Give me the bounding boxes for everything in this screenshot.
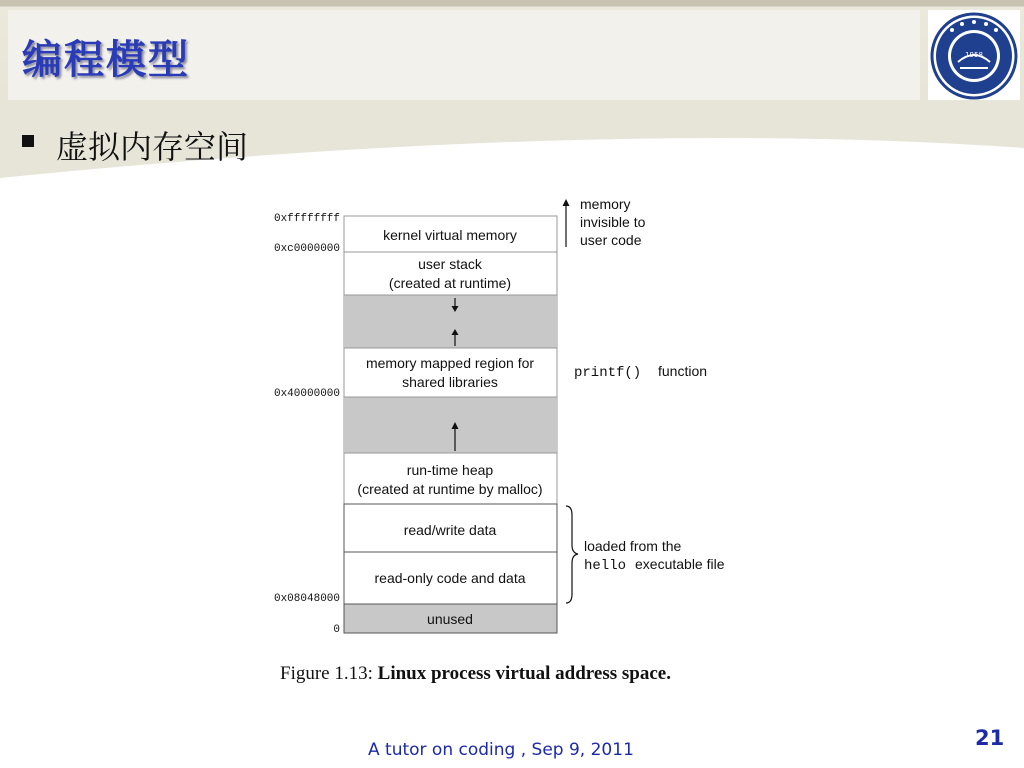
logo-year: 1958: [965, 51, 983, 59]
caption-label: Figure 1.13:: [280, 663, 373, 684]
address-zero: 0: [333, 624, 340, 636]
hello-code: hello: [584, 558, 627, 574]
region-mmap: memory mapped region for: [365, 355, 535, 371]
invisible-arrow: [563, 199, 570, 247]
stack-heap-gap-upper: [344, 295, 557, 348]
region-heap: run-time heap: [406, 462, 494, 478]
footer-text: A tutor on coding , Sep 9, 2011: [368, 740, 634, 760]
stack-heap-gap-lower: [344, 397, 557, 453]
bullet-text: 虚拟内存空间: [56, 128, 249, 166]
slide-title: 编程模型: [22, 37, 190, 83]
invisible-note-line3: user code: [580, 232, 642, 248]
figure-caption: [280, 663, 671, 685]
region-user-stack-note: (created at runtime): [388, 275, 512, 291]
page-number: 21: [975, 726, 1005, 750]
region-ro-code: read-only code and data: [374, 570, 526, 586]
region-rw-data: read/write data: [403, 522, 497, 538]
address-shared: 0x40000000: [273, 388, 340, 400]
printf-note: function: [658, 363, 708, 379]
region-heap-note: (created at runtime by malloc): [357, 481, 543, 497]
loaded-note-line2: executable file: [635, 556, 725, 572]
region-user-stack: user stack: [418, 256, 482, 272]
region-kernel: kernel virtual memory: [383, 227, 517, 243]
loaded-brace: [566, 506, 578, 603]
loaded-note-line1: loaded from the: [584, 538, 682, 554]
caption-text: Linux process virtual address space.: [377, 663, 671, 684]
invisible-note-line1: memory: [580, 196, 631, 212]
address-top: 0xffffffff: [273, 213, 340, 225]
region-unused: unused: [427, 611, 473, 627]
address-kernel: 0xc0000000: [273, 243, 340, 255]
region-mmap-line2: shared libraries: [402, 374, 498, 390]
invisible-note-line2: invisible to: [580, 214, 646, 230]
address-text: 0x08048000: [273, 593, 340, 605]
printf-code: printf(): [574, 365, 642, 381]
